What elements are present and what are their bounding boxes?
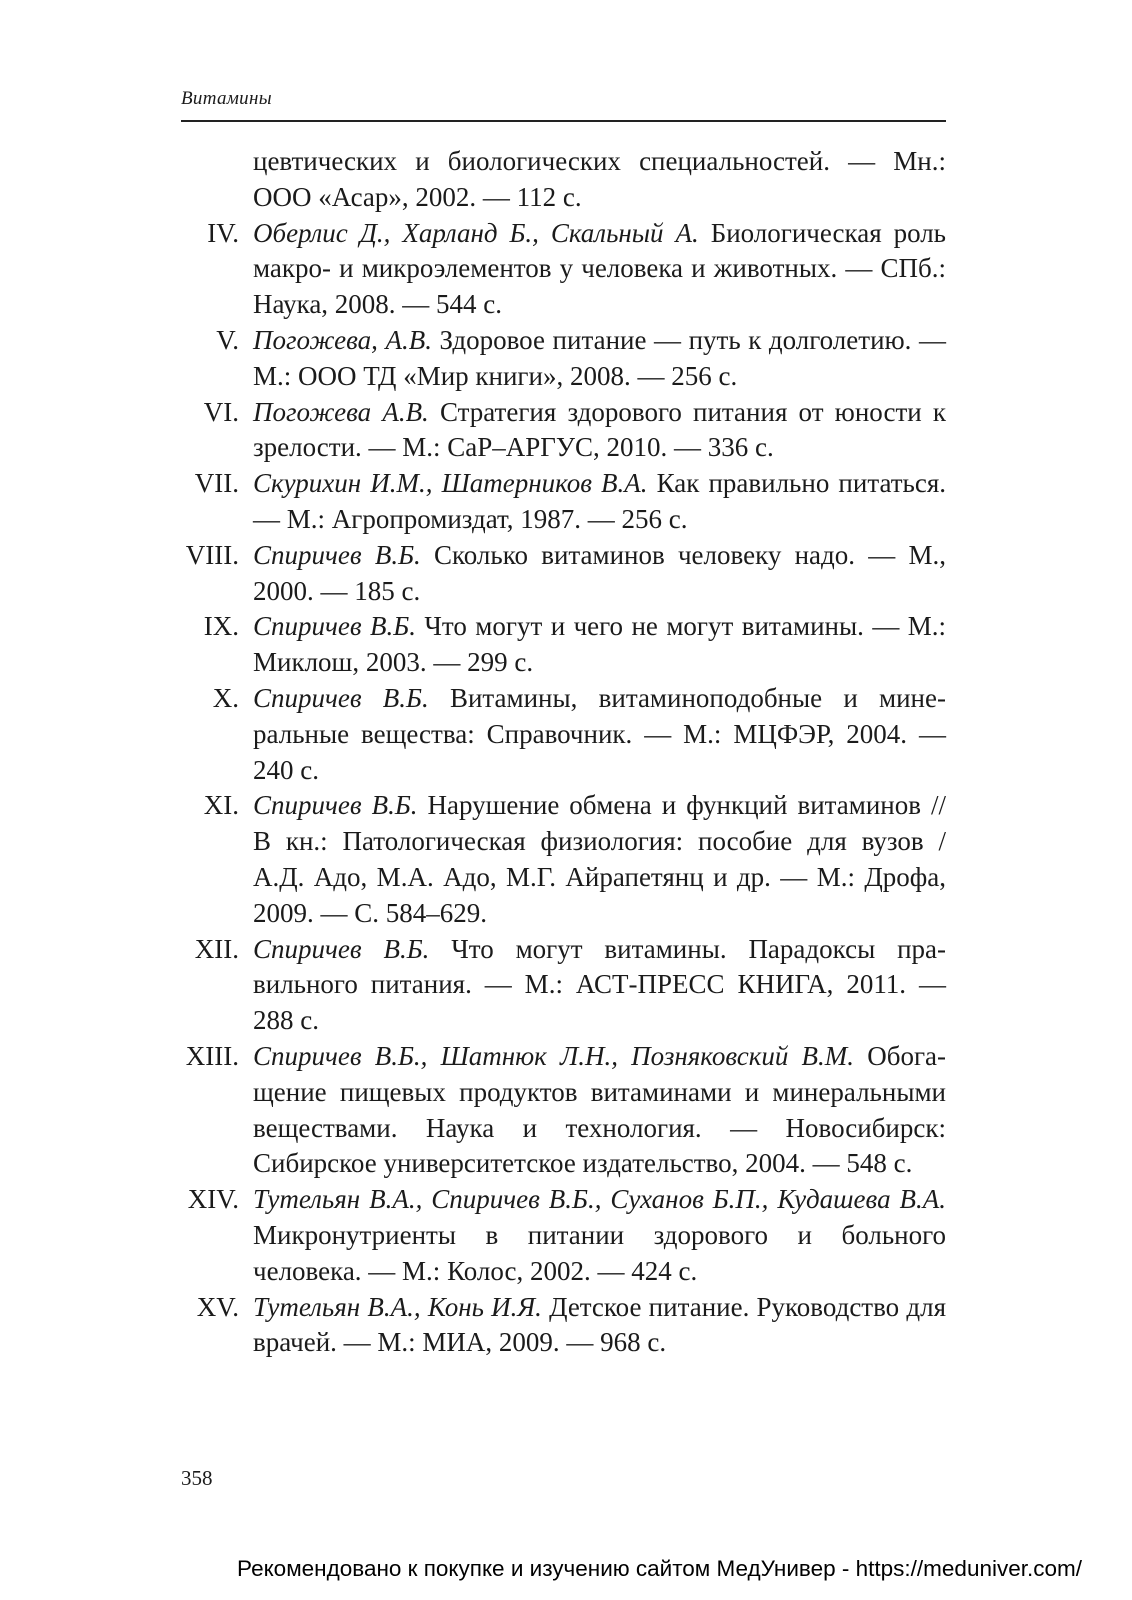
reference-body: Здоровое питание — путь к долголетию. — М.: ООО ТД «Мир книги», 2008. — 256 с. [253,324,947,391]
reference-number: XIII. [185,1040,239,1071]
reference-entry [181,395,946,467]
reference-body: Детское питание. Руководство для врачей. — М.: МИА, 2009. — 968 с. [253,1291,947,1358]
reference-entry [181,681,946,788]
reference-entry [181,1182,946,1289]
reference-number: VI. [203,396,239,427]
reference-author: Спиричев В.Б. [253,682,429,713]
header-rule [181,120,946,122]
footer-recommendation: Рекомендовано к покупке и изучению сайтом МедУнивер - https://meduniver.com/ [237,1556,1082,1581]
reference-entry [181,932,946,1039]
reference-author: Погожева А.В. [253,396,429,427]
reference-body: Стратегия здорового питания от юности к зрелости. — М.: СаР–АРГУС, 2010. — 336 с. [253,396,946,463]
reference-author: Спиричев В.Б. [253,611,416,642]
reference-number: X. [212,682,239,713]
reference-number: XI. [203,790,239,821]
reference-number: VII. [194,468,239,499]
reference-list [181,144,946,1361]
reference-body: Нарушение обмена и функций витаминов // В кн.: Патологическая физиология: пособие для вузов / А.Д. Адо, М.А. Адо, М.Г. Айрапетянц и др. — М.: Дрофа, 2009. — С. 584–629. [253,790,946,928]
reference-body: Обогащение пищевых продуктов витаминами и минеральными веществами. Наука и технология. — Новосибирск: Сибирское университетское издательство, 2004. — 548 с. [253,1040,947,1179]
reference-text [253,788,946,931]
reference-number: XIV. [187,1184,239,1215]
page-number: 358 [181,1466,213,1490]
reference-number: V. [216,324,239,355]
reference-entry [181,1039,946,1182]
reference-entry [181,788,946,931]
reference-text [253,395,946,467]
reference-body: цевтических и биологических специальностей. — Мн.: ООО «Асар», 2002. — 112 с. [253,146,946,212]
reference-body: Что могут витамины. Парадоксы правильного питания. — М.: АСТ-ПРЕСС КНИГА, 2011. — 288 с. [253,933,947,1036]
reference-text [253,609,946,681]
reference-text [253,1182,946,1289]
reference-body: Биологическая роль макро- и микроэлементов у человека и животных. — СПб.: Наука, 2008. — 544 с. [253,217,946,320]
reference-entry [181,323,946,395]
reference-body: Сколько витаминов человеку надо. — М., 2000. — 185 с. [253,539,946,606]
reference-number: XII. [194,933,239,964]
reference-author: Погожева, А.В. [253,324,432,355]
reference-text [253,681,946,788]
reference-body: Микронутриенты в питании здорового и больного человека. — М.: Колос, 2002. — 424 с. [253,1219,946,1286]
reference-author: Тутельян В.А., Спиричев В.Б., Суханов Б.П., Кудашева В.А. [253,1184,946,1215]
reference-text [253,466,946,538]
reference-text [253,1290,946,1362]
reference-entry [181,144,946,216]
reference-author: Спиричев В.Б. [253,790,418,821]
reference-author: Спиричев В.Б., Шатнюк Л.Н., Позняковский В.М. [253,1040,855,1071]
reference-text [253,538,946,610]
reference-number: VIII. [185,539,239,570]
reference-text [253,323,946,395]
reference-author: Оберлис Д., Харланд Б., Скальный А. [253,217,699,248]
reference-author: Спиричев В.Б. [253,539,421,570]
reference-text [253,932,946,1039]
reference-author: Тутельян В.А., Конь И.Я. [253,1291,542,1322]
reference-text [253,144,946,216]
reference-text [253,1039,946,1182]
reference-entry [181,1290,946,1362]
reference-number: IV. [207,217,239,248]
reference-author: Спиричев В.Б. [253,933,430,964]
reference-entry [181,609,946,681]
reference-body: Как правильно питаться. — М.: Агропромиздат, 1987. — 256 с. [253,468,946,534]
reference-body: Что могут и чего не могут витамины. — М.: Миклош, 2003. — 299 с. [253,611,947,678]
reference-text [253,216,946,323]
reference-entry [181,216,946,323]
running-head: Витамины [181,88,272,109]
reference-author: Скурихин И.М., Шатерников В.А. [253,468,648,499]
reference-number: XV. [196,1291,239,1322]
reference-entry [181,538,946,610]
reference-body: Витамины, витаминоподобные и минеральные вещества: Справочник. — М.: МЦФЭР, 2004. — 240 с. [253,682,946,785]
reference-entry [181,466,946,538]
reference-number: IX. [203,611,239,642]
